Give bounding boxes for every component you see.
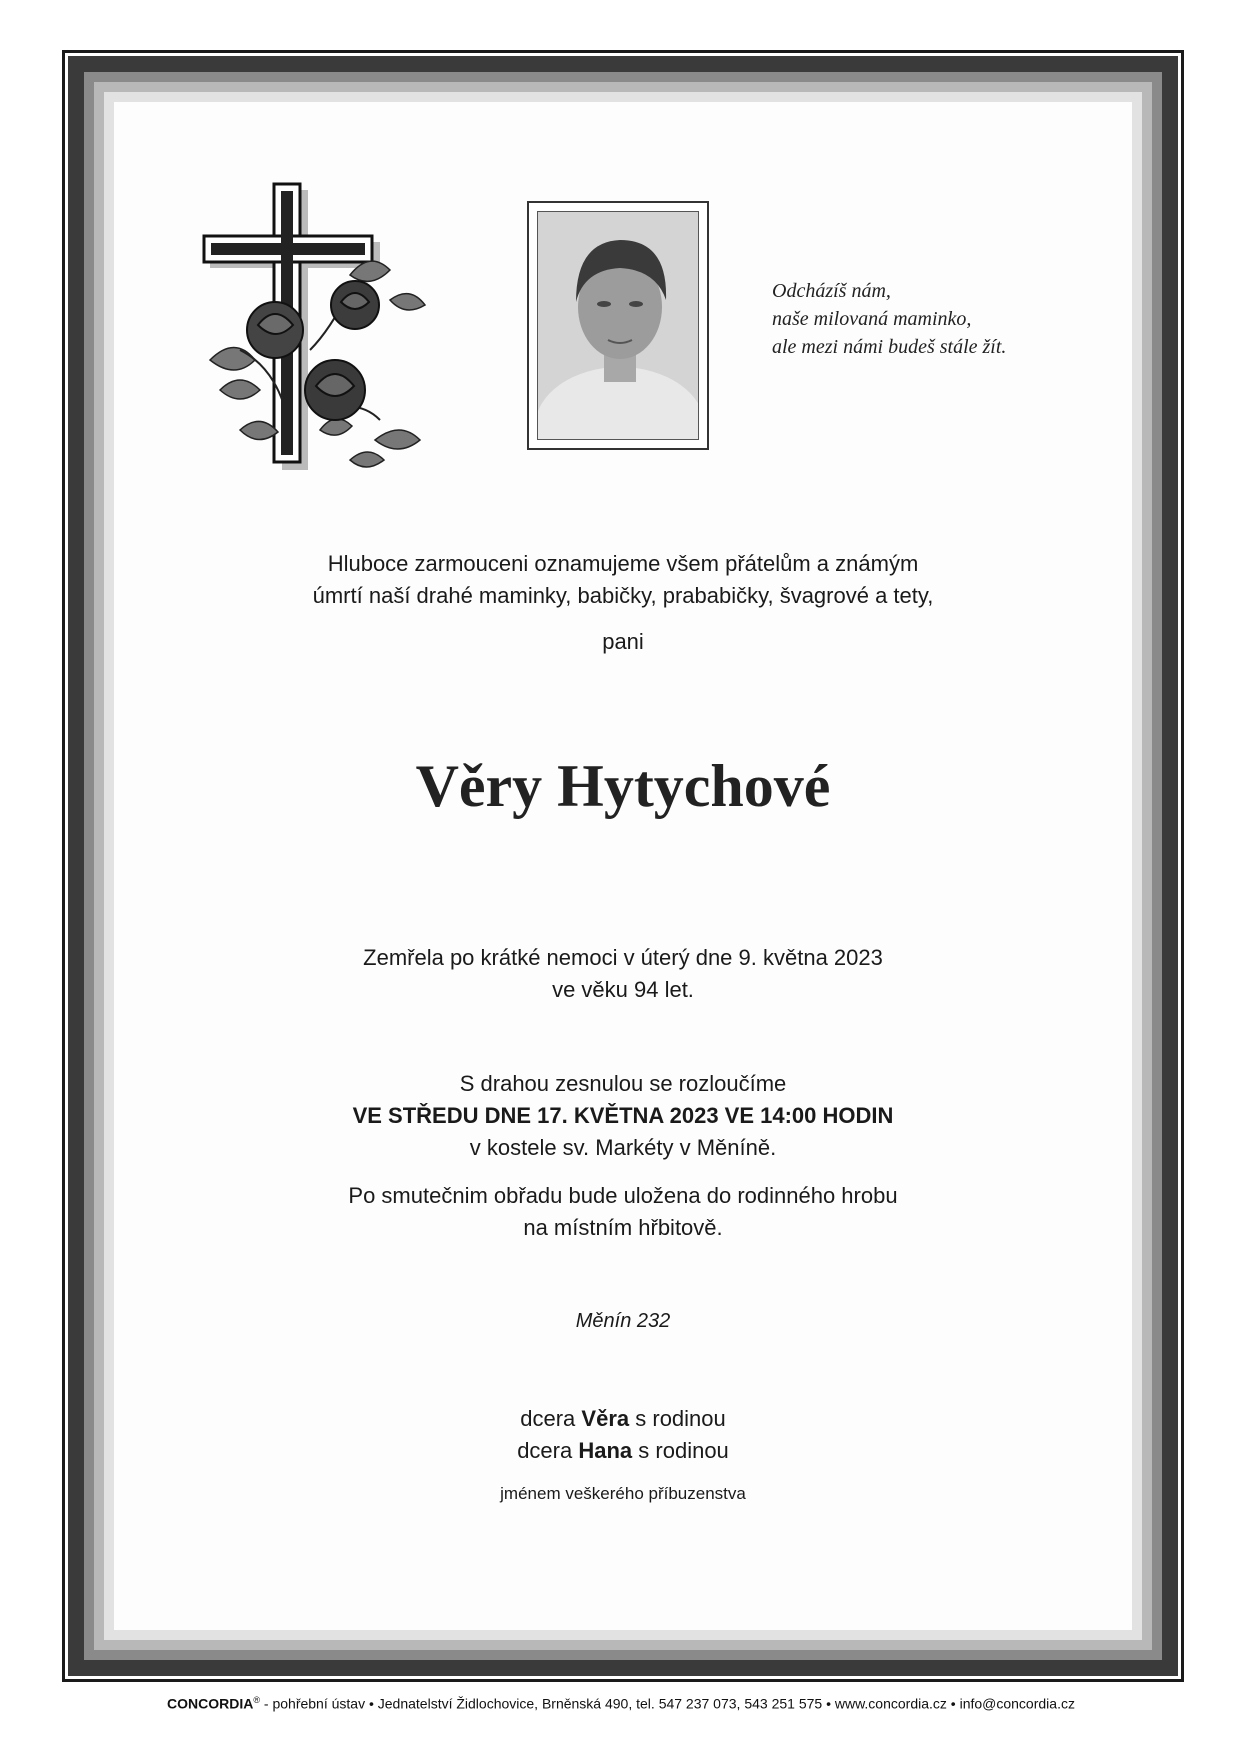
- family-name: Věra: [581, 1406, 630, 1431]
- burial-info: [114, 1180, 1132, 1244]
- intro-line: úmrtí naší drahé maminky, babičky, prababičky, švagrové a tety,: [312, 583, 934, 608]
- farewell-line: S drahou zesnulou se rozloučíme: [459, 1071, 787, 1096]
- verse-line: ale mezi námi budeš stále žít.: [772, 336, 1007, 358]
- burial-line: na místním hřbitově.: [523, 1215, 723, 1240]
- verse-line: naše milovaná maminko,: [772, 308, 972, 330]
- family-suffix: s rodinou: [638, 1438, 729, 1463]
- family-suffix: s rodinou: [635, 1406, 726, 1431]
- portrait-photo: [537, 211, 699, 440]
- deceased-name: Věry Hytychové: [415, 753, 831, 819]
- farewell-info: [114, 1068, 1132, 1164]
- announcement-intro: [114, 548, 1132, 612]
- family-prefix: dcera: [517, 1438, 573, 1463]
- death-notice: [114, 942, 1132, 1006]
- portrait-silhouette-icon: [538, 212, 699, 440]
- cross-with-roses-icon: [200, 180, 440, 480]
- family-prefix: dcera: [520, 1406, 576, 1431]
- address: Měnín 232: [575, 1310, 671, 1332]
- verse: [772, 277, 1006, 361]
- salutation: pani: [602, 629, 644, 654]
- relatives-note: jménem veškerého příbuzenstva: [500, 1484, 746, 1503]
- death-line: Zemřela po krátké nemoci v úterý dne 9. května 2023: [363, 945, 883, 970]
- intro-line: Hluboce zarmouceni oznamujeme všem přátelům a známým: [327, 551, 919, 576]
- farewell-place: v kostele sv. Markéty v Měníně.: [469, 1135, 777, 1160]
- death-line: ve věku 94 let.: [552, 977, 694, 1002]
- family-name: Hana: [578, 1438, 633, 1463]
- family-member: [114, 1403, 1132, 1435]
- family-list: [114, 1403, 1132, 1467]
- verse-line: Odcházíš nám,: [772, 280, 891, 302]
- footer-details: - pohřební ústav • Jednatelství Židlochovice, Brněnská 490, tel. 547 237 073, 543 251 575 • www.concordia.cz • info@concordia.cz: [260, 1695, 1075, 1712]
- farewell-date: VE STŘEDU DNE 17. KVĚTNA 2023 VE 14:00 HODIN: [352, 1103, 894, 1128]
- footer-brand: CONCORDIA: [167, 1695, 254, 1712]
- portrait-photo-frame: [527, 201, 709, 450]
- burial-line: Po smutečnim obřadu bude uložena do rodinného hrobu: [348, 1183, 898, 1208]
- footer-mark: ®: [253, 1695, 261, 1705]
- family-member: [114, 1435, 1132, 1467]
- footer: [0, 1695, 1242, 1712]
